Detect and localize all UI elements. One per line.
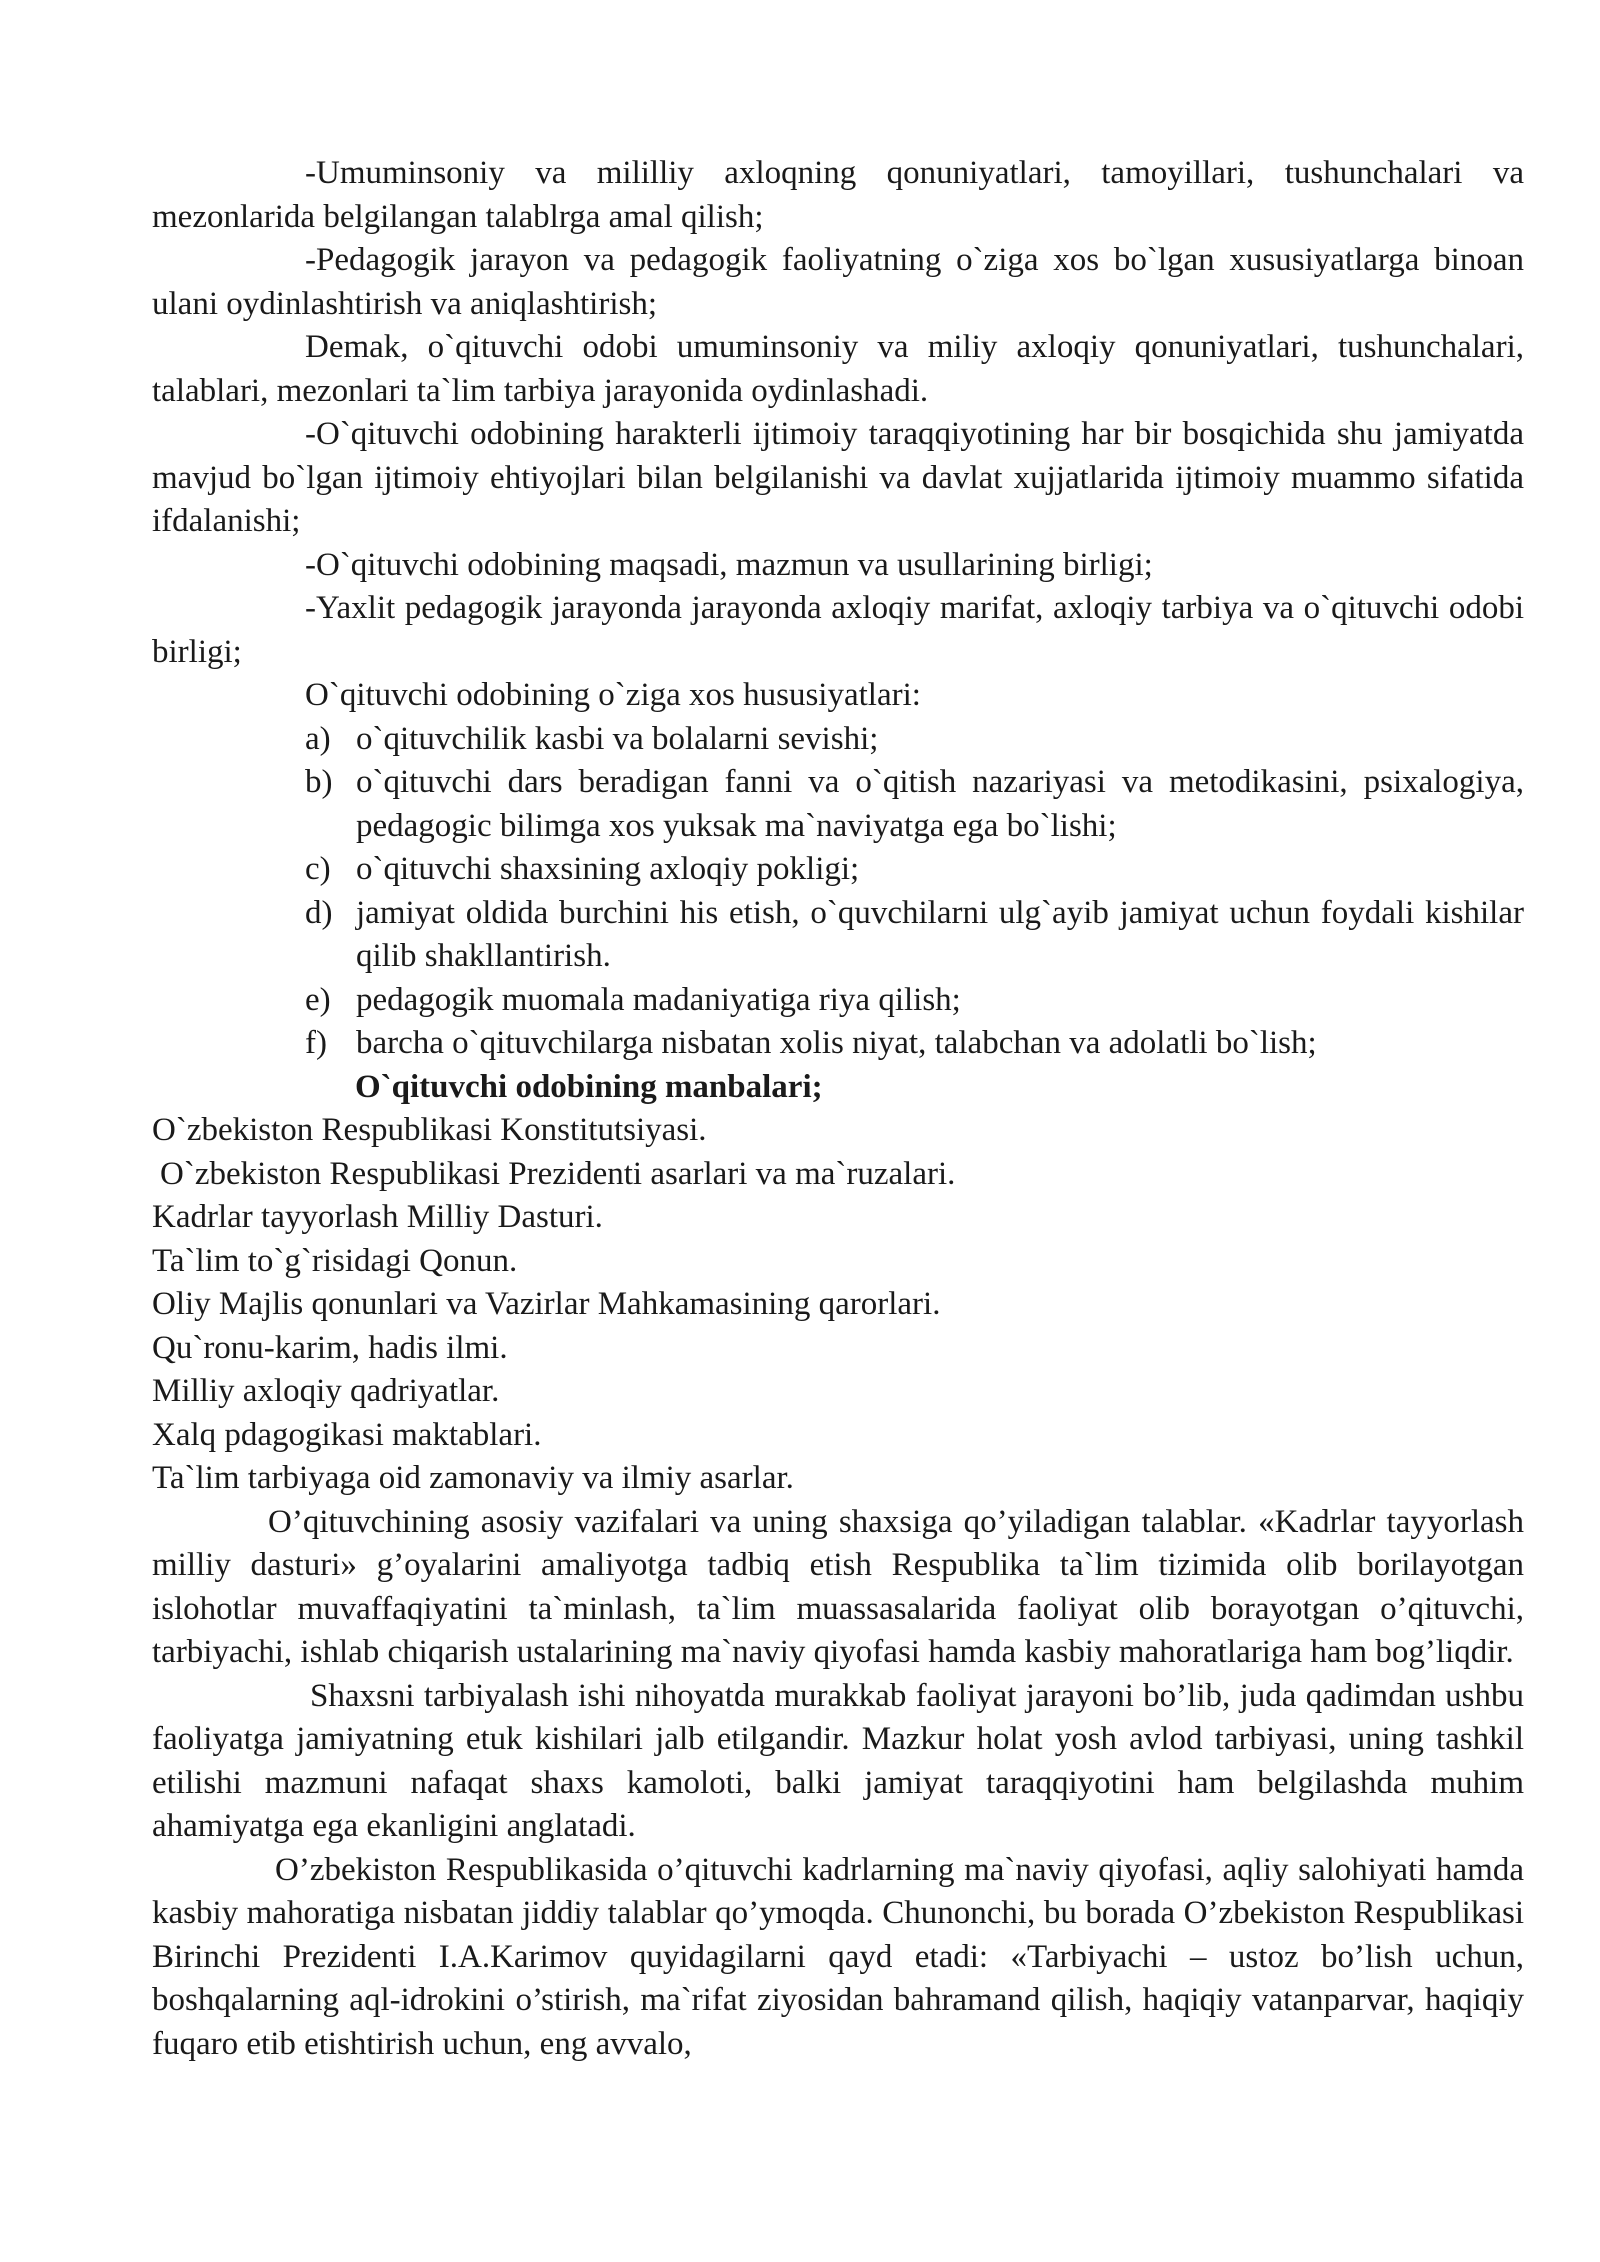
source-item: Milliy axloqiy qadriyatlar. [152,1373,500,1409]
paragraph: -Pedagogik jarayon va pedagogik faoliyatning o`ziga xos bo`lgan xususiyatlarga binoan ulani oydinlashtirish va aniqlashtirish; [152,242,1524,322]
source-item: Ta`lim to`g`risidagi Qonun. [152,1242,518,1279]
list-item-text: o`qituvchi dars beradigan fanni va o`qitish nazariyasi va metodikasini, psixalogiya, pedagogic bilimga xos yuksak ma`naviyatga ega bo`lishi; [356,764,1524,844]
paragraph: O`qituvchi odobining o`ziga xos hususiyatlari: [305,677,921,713]
source-item: Oliy Majlis qonunlari va Vazirlar Mahkamasining qarorlari. [152,1286,941,1322]
paragraph: O’qituvchining asosiy vazifalari va uning shaxsiga qo’yiladigan talablar. «Kadrlar tayyorlash milliy dasturi» g’oyalarini amaliyotga tadbiq etish Respublika ta`lim tizimida olib borilayotgan islohotlar muvaffaqiyatini ta`minlash, ta`lim muassasalarida faoliyat olib borayotgan o’qituvchi, tarbiyachi, ishlab chiqarish ustalarining ma`naviy qiyofasi hamda kasbiy mahoratlariga ham bog’liqdir. [152,1503,1524,1670]
list-item-text: barcha o`qituvchilarga nisbatan xolis niyat, talabchan va adolatli bo`lish; [356,1025,1317,1061]
paragraph: Shaxsni tarbiyalash ishi nihoyatda murakkab faoliyat jarayoni bo’lib, juda qadimdan ushbu faoliyatga jamiyatning etuk kishilari jalb etilgandir. Mazkur holat yosh avlod tarbiyasi, uning tashkil etilishi mazmuni nafaqat shaxs kamoloti, balki jamiyat taraqqiyotini ham belgilashda muhim ahamiyatga ega ekanligini anglatadi. [152,1677,1524,1844]
features-list [152,718,1524,1066]
source-item: O`zbekiston Respublikasi Prezidenti asarlari va ma`ruzalari. [160,1155,956,1192]
paragraph: -O`qituvchi odobining harakterli ijtimoiy taraqqiyotining har bir bosqichida shu jamiyatda mavjud bo`lgan ijtimoiy ehtiyojlari bilan belgilanishi va davlat xujjatlarida ijtimoiy muammo sifatida ifdalanishi; [152,416,1524,539]
paragraph: O’zbekiston Respublikasida o’qituvchi kadrlarning ma`naviy qiyofasi, aqliy salohiyati hamda kasbiy mahoratiga nisbatan jiddiy talablar qo’ymoqda. Chunonchi, bu borada O’zbekiston Respublikasi Birinchi Prezidenti I.A.Karimov quyidagilarni qayd etadi: «Tarbiyachi – ustoz bo’lish uchun, boshqalarning aql-idrokini o’stirish, ma`rifat ziyosidan bahramand qilish, haqiqiy vatanparvar, haqiqiy fuqaro etib etishtirish uchun, eng avvalo, [152,1851,1524,2062]
list-item-text: jamiyat oldida burchini his etish, o`quvchilarni ulg`ayib jamiyat uchun foydali kishilar qilib shakllantirish. [356,894,1524,974]
list-marker: d) [305,894,333,931]
list-item [305,761,1524,848]
list-marker: b) [305,764,333,800]
list-item-text: o`qituvchilik kasbi va bolalarni sevishi; [356,720,879,757]
paragraph: -Umuminsoniy va mililliy axloqning qonuniyatlari, tamoyillari, tushunchalari va mezonlarida belgilangan talablrga amal qilish; [152,155,1524,235]
list-marker: a) [305,720,331,757]
list-marker: c) [305,851,331,887]
source-item: Ta`lim tarbiyaga oid zamonaviy va ilmiy asarlar. [152,1460,794,1496]
list-item-text: o`qituvchi shaxsining axloqiy pokligi; [356,851,860,887]
list-item-text: pedagogik muomala madaniyatiga riya qilish; [356,981,961,1018]
paragraph: Demak, o`qituvchi odobi umuminsoniy va miliy axloqiy qonuniyatlari, tushunchalari, talablari, mezonlari ta`lim tarbiya jarayonida oydinlashadi. [152,329,1524,409]
section-heading: O`qituvchi odobining manbalari; [355,1068,823,1105]
document-page [152,152,1524,2066]
source-item: O`zbekiston Respublikasi Konstitutsiyasi. [152,1112,707,1148]
source-item: Kadrlar tayyorlash Milliy Dasturi. [152,1199,603,1235]
paragraph: -O`qituvchi odobining maqsadi, mazmun va usullarining birligi; [305,546,1153,583]
list-item [305,979,1524,1023]
source-item: Xalq pdagogikasi maktablari. [152,1416,542,1453]
list-item [305,1022,1524,1066]
source-item: Qu`ronu-karim, hadis ilmi. [152,1329,508,1366]
list-marker: f) [305,1025,327,1061]
list-item [305,892,1524,979]
list-item [305,718,1524,762]
list-marker: e) [305,981,331,1018]
paragraph: -Yaxlit pedagogik jarayonda jarayonda axloqiy marifat, axloqiy tarbiya va o`qituvchi odobi birligi; [152,590,1524,670]
list-item [305,848,1524,892]
